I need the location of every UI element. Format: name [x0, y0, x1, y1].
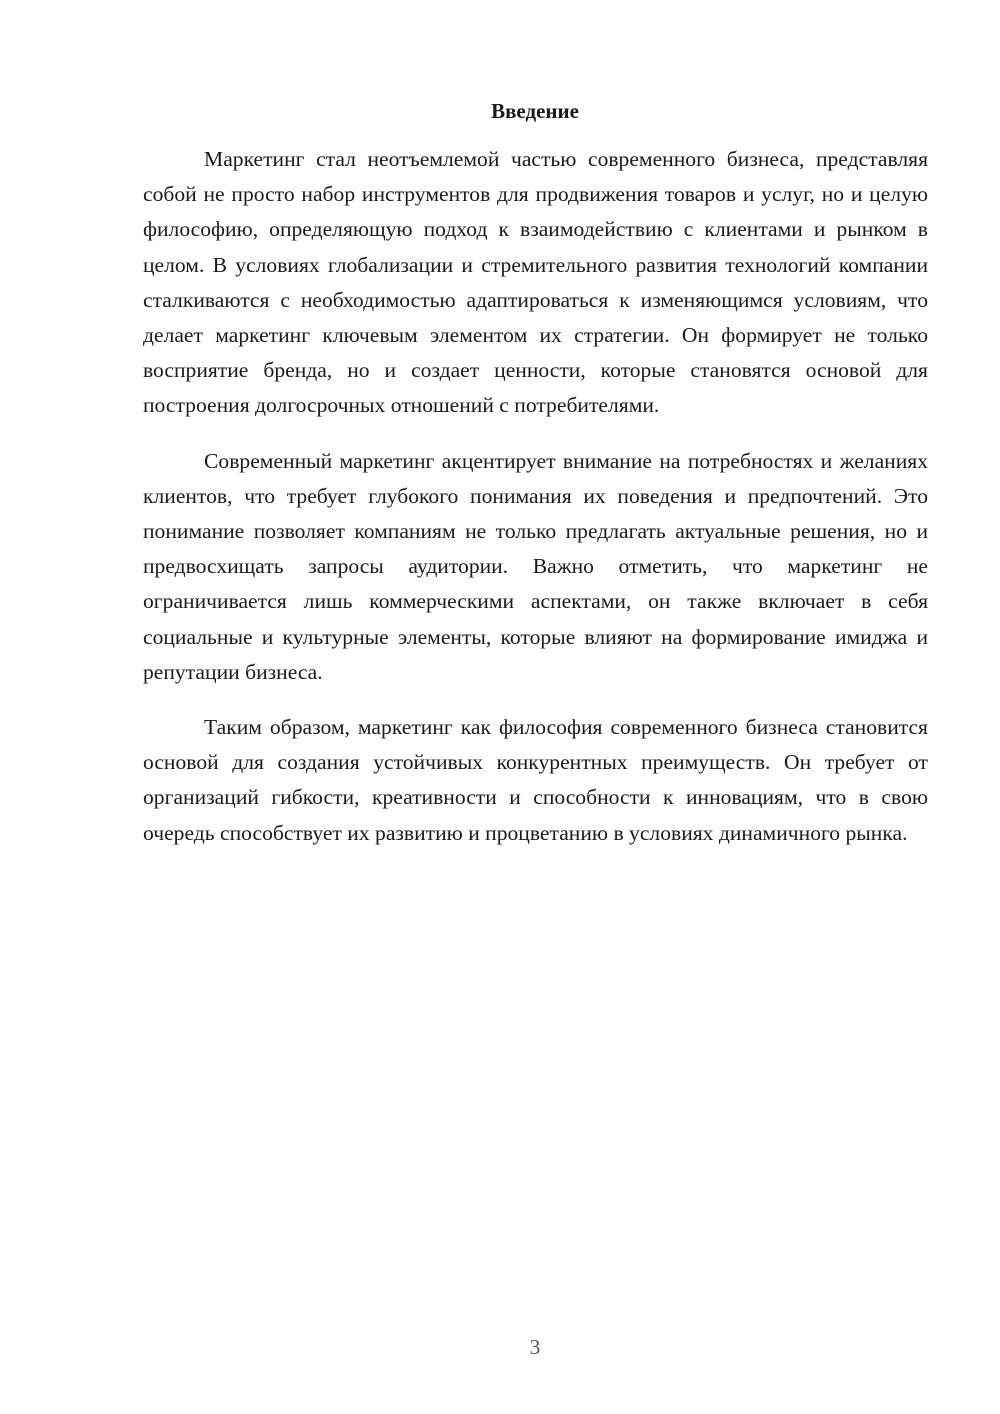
paragraph-2: Современный маркетинг акцентирует внимание на потребностях и желаниях клиентов, что требует глубокого понимания их поведения и предпочтений. Это понимание позволяет компаниям не только предлагать актуальные решения, но и предвосхищать запросы аудитории. Важно отметить, что маркетинг не ограничивается лишь коммерческими аспектами, он также включает в себя социальные и культурные элементы, которые влияют на формирование имиджа и репутации бизнеса. — [143, 448, 928, 684]
body-text — [143, 142, 928, 871]
page-number: 3 — [529, 1335, 541, 1359]
paragraph-3: Таким образом, маркетинг как философия современного бизнеса становится основой для создания устойчивых конкурентных преимуществ. Он требует от организаций гибкости, креативности и способности к инновациям, что в свою очередь способствует их развитию и процветанию в условиях динамичного рынка. — [143, 715, 928, 845]
paragraph-1: Маркетинг стал неотъемлемой частью современного бизнеса, представляя собой не просто набор инструментов для продвижения товаров и услуг, но и целую философию, определяющую подход к взаимодействию с клиентами и рынком в целом. В условиях глобализации и стремительного развития технологий компании сталкиваются с необходимостью адаптироваться к изменяющимся условиям, что делает маркетинг ключевым элементом их стратегии. Он формирует не только восприятие бренда, но и создает ценности, которые становятся основой для построения долгосрочных отношений с потребителями. — [143, 147, 928, 418]
section-heading: Введение — [491, 99, 579, 123]
